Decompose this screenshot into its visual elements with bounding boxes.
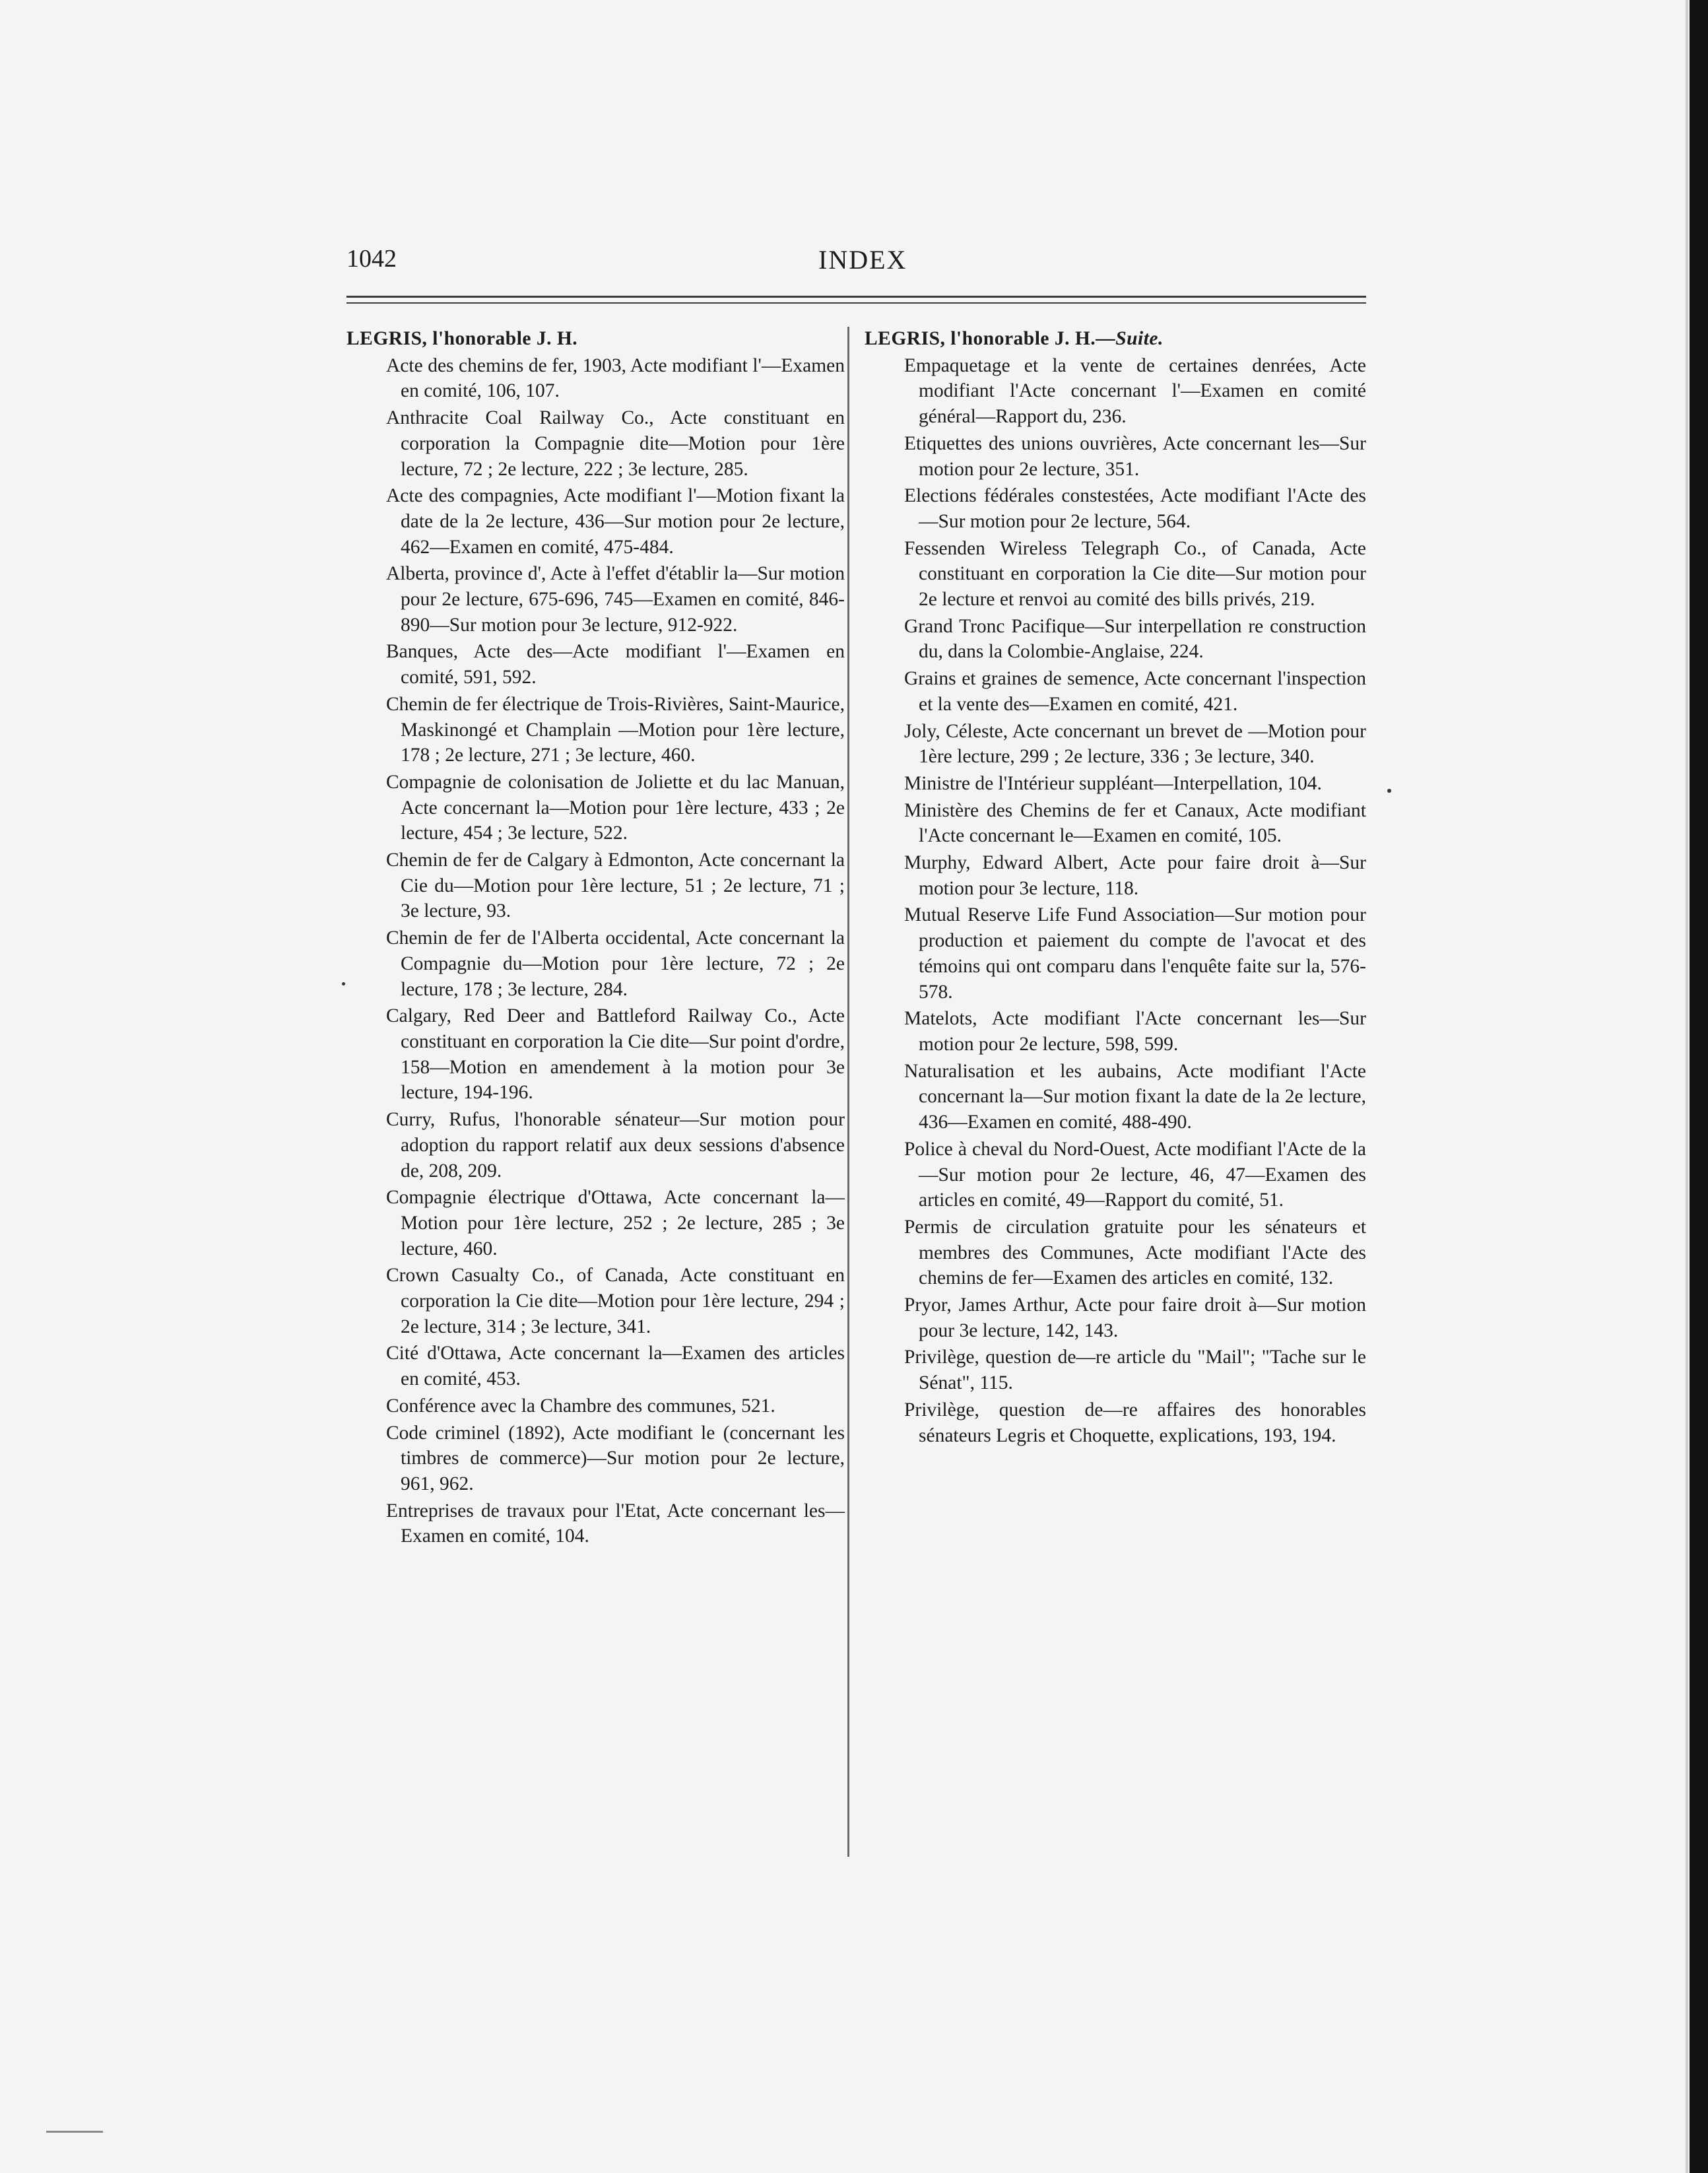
index-entry: Pryor, James Arthur, Acte pour faire droit à—Sur motion pour 3e lecture, 142, 143. bbox=[904, 1294, 1366, 1341]
index-entry: Conférence avec la Chambre des communes, 521. bbox=[386, 1395, 775, 1417]
index-entry: Code criminel (1892), Acte modifiant le (concernant les timbres de commerce)—Sur motion pour 2e lecture, 961, 962. bbox=[386, 1422, 845, 1494]
index-entry: Privilège, question de—re affaires des honorables sénateurs Legris et Choquette, explications, 193, 194. bbox=[904, 1399, 1366, 1446]
header-rule bbox=[346, 296, 1366, 298]
index-entry: Compagnie de colonisation de Joliette et du lac Manuan, Acte concernant la—Motion pour 1ère lecture, 433 ; 2e lecture, 454 ; 3e lecture, 522. bbox=[386, 771, 845, 844]
index-entry: Fessenden Wireless Telegraph Co., of Canada, Acte constituant en corporation la Cie dite—Sur motion pour 2e lecture et renvoi au comité des bills privés, 219. bbox=[904, 537, 1366, 611]
entry-list bbox=[346, 353, 845, 1549]
index-entry: Acte des compagnies, Acte modifiant l'—Motion fixant la date de la 2e lecture, 436—Sur motion pour 2e lecture, 462—Examen en comité, 475-484. bbox=[386, 485, 845, 558]
index-entry: Acte des chemins de fer, 1903, Acte modifiant l'—Examen en comité, 106, 107. bbox=[386, 354, 845, 402]
column-divider bbox=[847, 327, 849, 1857]
scan-speck bbox=[1387, 789, 1391, 793]
index-entry: Etiquettes des unions ouvrières, Acte concernant les—Sur motion pour 2e lecture, 351. bbox=[904, 432, 1366, 480]
page-title: INDEX bbox=[818, 245, 907, 275]
index-entry: Chemin de fer de l'Alberta occidental, Acte concernant la Compagnie du—Motion pour 1ère lecture, 72 ; 2e lecture, 178 ; 3e lecture, 284. bbox=[386, 927, 845, 1000]
index-entry: Banques, Acte des—Acte modifiant l'—Examen en comité, 591, 592. bbox=[386, 641, 845, 688]
header-rule-thin bbox=[346, 302, 1366, 304]
index-entry: Entreprises de travaux pour l'Etat, Acte concernant les—Examen en comité, 104. bbox=[386, 1500, 845, 1547]
index-heading-continued bbox=[865, 326, 1366, 352]
index-entry: Naturalisation et les aubains, Acte modifiant l'Acte concernant la—Sur motion fixant la date de la 2e lecture, 436—Examen en comité, 488-490. bbox=[904, 1060, 1366, 1133]
page-header bbox=[346, 244, 1366, 284]
entry-list bbox=[865, 353, 1366, 1449]
index-entry: Ministère des Chemins de fer et Canaux, Acte modifiant l'Acte concernant le—Examen en comité, 105. bbox=[904, 799, 1366, 847]
index-entry: Elections fédérales constestées, Acte modifiant l'Acte des—Sur motion pour 2e lecture, 564. bbox=[904, 485, 1366, 532]
index-entry: Chemin de fer de Calgary à Edmonton, Acte concernant la Cie du—Motion pour 1ère lecture, 51 ; 2e lecture, 71 ; 3e lecture, 93. bbox=[386, 850, 845, 922]
index-heading: LEGRIS, l'honorable J. H. bbox=[346, 328, 578, 349]
right-column bbox=[865, 326, 1366, 1448]
index-entry: Chemin de fer électrique de Trois-Rivières, Saint-Maurice, Maskinongé et Champlain —Motion pour 1ère lecture, 178 ; 2e lecture, 271 ; 3e lecture, 460. bbox=[386, 693, 845, 766]
index-entry: Privilège, question de—re article du "Mail"; "Tache sur le Sénat", 115. bbox=[904, 1347, 1366, 1394]
index-entry: Calgary, Red Deer and Battleford Railway Co., Acte constituant en corporation la Cie dite—Sur point d'ordre, 158—Motion en amendement à la motion pour 3e lecture, 194-196. bbox=[386, 1005, 845, 1104]
left-column bbox=[346, 326, 845, 1549]
scan-corner-mark bbox=[46, 2131, 103, 2133]
index-entry: Curry, Rufus, l'honorable sénateur—Sur motion pour adoption du rapport relatif aux deux sessions d'absence de, 208, 209. bbox=[386, 1109, 845, 1182]
index-entry: Cité d'Ottawa, Acte concernant la—Examen des articles en comité, 453. bbox=[386, 1343, 845, 1390]
index-entry: Mutual Reserve Life Fund Association—Sur motion pour production et paiement du compte de l'avocat et des témoins qui ont comparu dans l'enquête faite sur la, 576-578. bbox=[904, 904, 1366, 1003]
index-entry: Police à cheval du Nord-Ouest, Acte modifiant l'Acte de la—Sur motion pour 2e lecture, 46, 47—Examen des articles en comité, 49—Rapport du comité, 51. bbox=[904, 1138, 1366, 1211]
page-number: 1042 bbox=[346, 245, 397, 273]
index-entry: Permis de circulation gratuite pour les sénateurs et membres des Communes, Acte modifiant l'Acte des chemins de fer—Examen des articles en comité, 132. bbox=[904, 1216, 1366, 1289]
scan-border bbox=[1690, 0, 1708, 2173]
index-entry: Anthracite Coal Railway Co., Acte constituant en corporation la Compagnie dite—Motion pour 1ère lecture, 72 ; 2e lecture, 222 ; 3e lecture, 285. bbox=[386, 407, 845, 480]
index-entry: Alberta, province d', Acte à l'effet d'établir la—Sur motion pour 2e lecture, 675-696, 745—Examen en comité, 846-890—Sur motion pour 3e lecture, 912-922. bbox=[386, 563, 845, 636]
index-entry: Crown Casualty Co., of Canada, Acte constituant en corporation la Cie dite—Motion pour 1ère lecture, 294 ; 2e lecture, 314 ; 3e lecture, 341. bbox=[386, 1265, 845, 1337]
heading-text: LEGRIS, l'honorable J. H.— bbox=[865, 328, 1116, 349]
index-entry: Joly, Céleste, Acte concernant un brevet de —Motion pour 1ère lecture, 299 ; 2e lecture, 336 ; 3e lecture, 340. bbox=[904, 720, 1366, 768]
scan-speck bbox=[342, 982, 345, 986]
index-entry: Compagnie électrique d'Ottawa, Acte concernant la—Motion pour 1ère lecture, 252 ; 2e lecture, 285 ; 3e lecture, 460. bbox=[386, 1187, 845, 1259]
index-entry: Grains et graines de semence, Acte concernant l'inspection et la vente des—Examen en comité, 421. bbox=[904, 668, 1366, 715]
index-entry: Murphy, Edward Albert, Acte pour faire droit à—Sur motion pour 3e lecture, 118. bbox=[904, 852, 1366, 899]
index-entry: Ministre de l'Intérieur suppléant—Interpellation, 104. bbox=[904, 772, 1322, 794]
index-entry: Empaquetage et la vente de certaines denrées, Acte modifiant l'Acte concernant l'—Examen en comité général—Rapport du, 236. bbox=[904, 354, 1366, 428]
index-entry: Matelots, Acte modifiant l'Acte concernant les—Sur motion pour 2e lecture, 598, 599. bbox=[904, 1008, 1366, 1055]
index-entry: Grand Tronc Pacifique—Sur interpellation re construction du, dans la Colombie-Anglaise, 224. bbox=[904, 615, 1366, 663]
heading-suite: Suite. bbox=[1115, 328, 1164, 349]
scan-edge-line bbox=[1686, 0, 1688, 2173]
